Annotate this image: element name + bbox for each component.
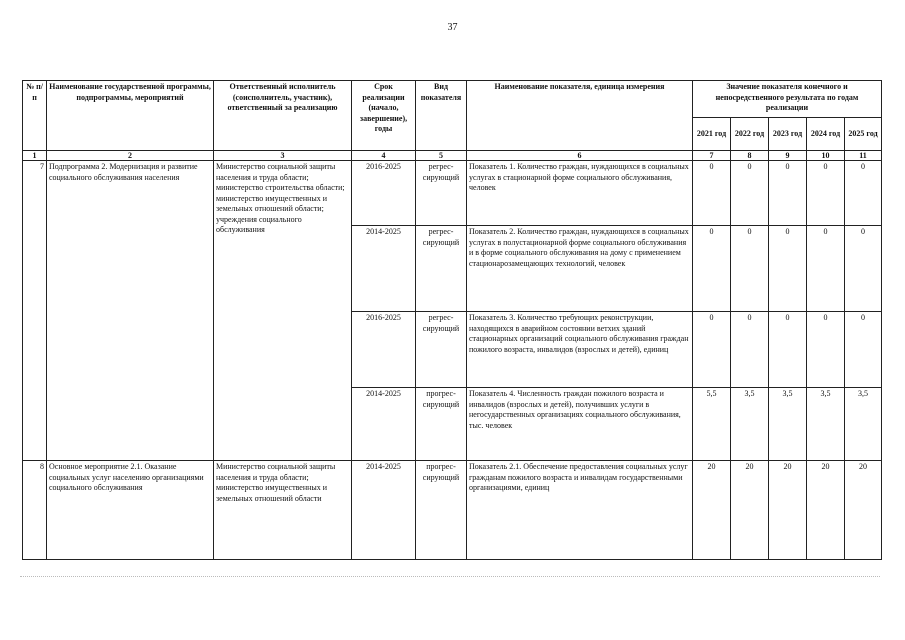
value-2024: 3,5 [807,388,845,461]
indicator-cell: Показатель 1. Количество граждан, нуждающихся в социальных услугах в стационарной форме социального обслуживания, человек [467,161,693,226]
header-year-2023: 2023 год [769,118,807,151]
term-cell: 2014-2025 [352,461,416,560]
term-cell: 2014-2025 [352,226,416,312]
program-name: Основное мероприятие 2.1. Оказание социальных услуг населению организациями социального обслуживания [47,461,214,560]
col-number: 4 [352,151,416,161]
value-2021: 0 [693,161,731,226]
value-2025: 3,5 [845,388,882,461]
value-2025: 0 [845,312,882,388]
col-number: 5 [416,151,467,161]
indicator-cell: Показатель 2.1. Обеспечение предоставления социальных услуг гражданам пожилого возраста и инвалидам государственными организациями, единиц [467,461,693,560]
kind-cell: регрес-сирующий [416,312,467,388]
header-year-2025: 2025 год [845,118,882,151]
kind-cell: регрес-сирующий [416,226,467,312]
value-2023: 0 [769,226,807,312]
kind-cell: прогрес-сирующий [416,461,467,560]
indicator-cell: Показатель 4. Численность граждан пожилого возраста и инвалидов (взрослых и детей), получивших услуги в негосударственных организациях социального обслуживания, тыс. человек [467,388,693,461]
row-number: 7 [23,161,47,461]
indicator-cell: Показатель 2. Количество граждан, нуждающихся в социальных услугах в полустационарной форме социального обслуживания и в форме социального обслуживания на дому с применением стационарозамещающих технологий, человек [467,226,693,312]
kind-cell: регрес-сирующий [416,161,467,226]
header-num: № п/п [23,81,47,151]
header-responsible: Ответственный исполнитель (соисполнитель, участник), ответственный за реализацию [214,81,352,151]
value-2021: 0 [693,226,731,312]
table-row [23,161,882,226]
value-2024: 20 [807,461,845,560]
value-2022: 0 [731,161,769,226]
responsible-cell: Министерство социальной защиты населения и труда области; министерство имущественных и земельных отношений области [214,461,352,560]
header-year-2021: 2021 год [693,118,731,151]
col-number: 2 [47,151,214,161]
value-2022: 20 [731,461,769,560]
col-number: 9 [769,151,807,161]
value-2021: 20 [693,461,731,560]
value-2024: 0 [807,161,845,226]
header-indicator: Наименование показателя, единица измерения [467,81,693,151]
col-number: 11 [845,151,882,161]
value-2025: 20 [845,461,882,560]
value-2023: 0 [769,312,807,388]
col-number: 3 [214,151,352,161]
value-2023: 0 [769,161,807,226]
responsible-cell: Министерство социальной защиты населения и труда области; министерство строительства области; министерство имущественных и земельных отношений области; учреждения социального обслуживания [214,161,352,461]
col-number: 10 [807,151,845,161]
value-2022: 0 [731,226,769,312]
value-2021: 0 [693,312,731,388]
header-name: Наименование государственной программы, подпрограммы, мероприятий [47,81,214,151]
program-name: Подпрограмма 2. Модернизация и развитие социального обслуживания населения [47,161,214,461]
header-term: Срок реализации (начало, завершение), годы [352,81,416,151]
col-number: 8 [731,151,769,161]
term-cell: 2016-2025 [352,161,416,226]
value-2023: 3,5 [769,388,807,461]
value-2025: 0 [845,226,882,312]
table-row [23,461,882,560]
value-2022: 0 [731,312,769,388]
term-cell: 2016-2025 [352,312,416,388]
term-cell: 2014-2025 [352,388,416,461]
header-year-2024: 2024 год [807,118,845,151]
kind-cell: прогрес-сирующий [416,388,467,461]
indicators-table [22,80,882,560]
value-2023: 20 [769,461,807,560]
col-number: 6 [467,151,693,161]
indicator-cell: Показатель 3. Количество требующих реконструкции, находящихся в аварийном состоянии ветхих зданий стационарных организаций социального обслуживания граждан пожилого возраста, инвалидов (взрослых и детей), единиц [467,312,693,388]
value-2024: 0 [807,226,845,312]
col-number: 7 [693,151,731,161]
row-number: 8 [23,461,47,560]
value-2022: 3,5 [731,388,769,461]
scan-artifact-line [20,576,880,579]
column-numbers-row [23,151,882,161]
value-2025: 0 [845,161,882,226]
header-kind: Вид показателя [416,81,467,151]
col-number: 1 [23,151,47,161]
page-number: 37 [447,22,458,33]
header-year-2022: 2022 год [731,118,769,151]
header-value-group: Значение показателя конечного и непосредственного результата по годам реализации [693,81,882,118]
value-2024: 0 [807,312,845,388]
value-2021: 5,5 [693,388,731,461]
